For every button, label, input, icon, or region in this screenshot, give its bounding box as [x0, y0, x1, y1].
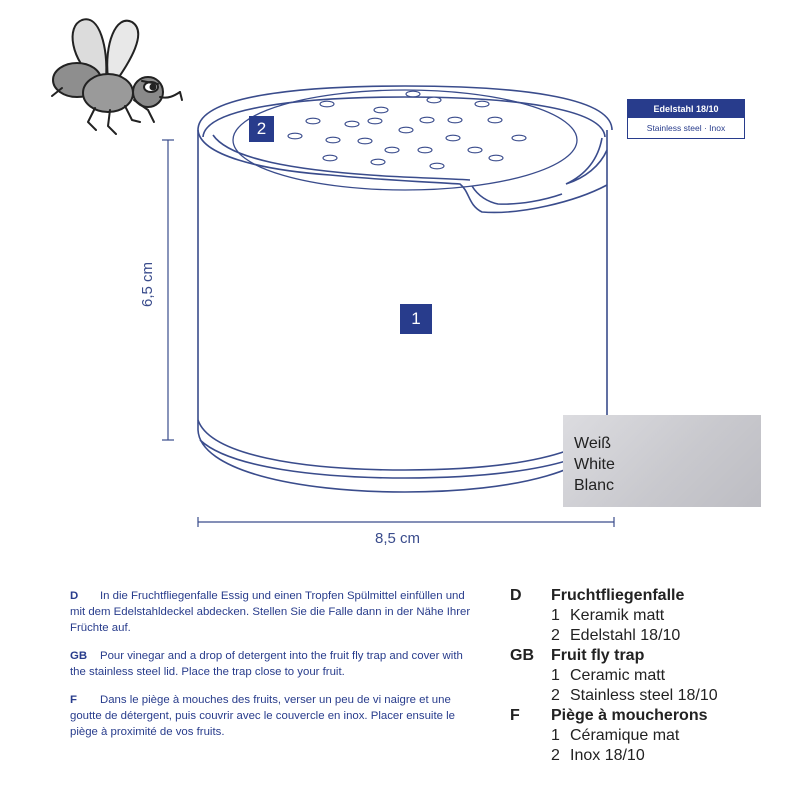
instruction-code: D: [70, 590, 79, 602]
color-swatch-labels: [574, 433, 615, 496]
legend-code: GB: [510, 647, 534, 664]
legend-item: [510, 666, 780, 686]
legend-item: [510, 626, 780, 646]
legend-item: [510, 606, 780, 626]
legend-group-de: [510, 586, 780, 646]
legend-group-fr: [510, 706, 780, 766]
legend-title: Fruchtfliegenfalle: [551, 587, 685, 604]
width-dimension-line: [198, 517, 614, 527]
legend-item-number: 2: [551, 747, 560, 764]
instruction-gb: [70, 648, 475, 680]
lid-number-badge: 2: [249, 116, 274, 142]
instructions: [70, 588, 475, 752]
legend-item-number: 1: [551, 607, 560, 624]
parts-legend: [510, 586, 780, 766]
legend-group-gb: [510, 646, 780, 706]
instruction-de: [70, 588, 475, 636]
legend-item-text: Inox 18/10: [570, 747, 645, 764]
legend-item: [510, 726, 780, 746]
legend-item: [510, 746, 780, 766]
ceramic-cup: [198, 86, 612, 492]
legend-item-number: 2: [551, 687, 560, 704]
legend-item-text: Céramique mat: [570, 727, 680, 744]
body-number-badge: 1: [400, 304, 432, 334]
instruction-text: Pour vinegar and a drop of detergent into the fruit fly trap and cover with the stainless steel lid. Place the trap close to your fruit.: [70, 650, 463, 678]
legend-code: D: [510, 587, 522, 604]
legend-title: Piège à moucherons: [551, 707, 708, 724]
legend-item-number: 2: [551, 627, 560, 644]
fly-illustration: [52, 19, 182, 134]
instruction-fr: [70, 692, 475, 740]
instruction-text: Dans le piège à mouches des fruits, verser un peu de vi naigre et une goutte de détergent, puis couvrir avec le couvercle en inox. Placer ensuite le piège à proximité de vos fruits.: [70, 694, 455, 738]
material-label-title: Edelstahl 18/10: [628, 100, 744, 118]
legend-code: F: [510, 707, 520, 724]
instruction-code: F: [70, 694, 77, 706]
color-label-de: Weiß: [574, 435, 612, 452]
legend-item-text: Stainless steel 18/10: [570, 687, 718, 704]
material-label: [627, 99, 745, 139]
legend-item: [510, 686, 780, 706]
instruction-text: In die Fruchtfliegenfalle Essig und einen Tropfen Spülmittel einfüllen und mit dem Edelstahldeckel abdecken. Stellen Sie die Falle dann in der Nähe Ihrer Früchte auf.: [70, 590, 471, 634]
color-label-fr: Blanc: [574, 477, 615, 494]
legend-item-number: 1: [551, 667, 560, 684]
lid-holes: [288, 91, 526, 169]
legend-item-text: Edelstahl 18/10: [570, 627, 681, 644]
color-label-gb: White: [574, 456, 615, 473]
legend-title: Fruit fly trap: [551, 647, 645, 664]
instruction-code: GB: [70, 650, 88, 662]
width-label: 8,5 cm: [375, 530, 421, 547]
color-swatch: [563, 415, 761, 507]
material-label-subtitle: Stainless steel · Inox: [646, 123, 726, 133]
legend-item-number: 1: [551, 727, 560, 744]
height-label: 6,5 cm: [139, 261, 157, 308]
legend-item-text: Ceramic matt: [570, 667, 666, 684]
legend-item-text: Keramik matt: [570, 607, 665, 624]
height-dimension-line: [162, 140, 174, 440]
